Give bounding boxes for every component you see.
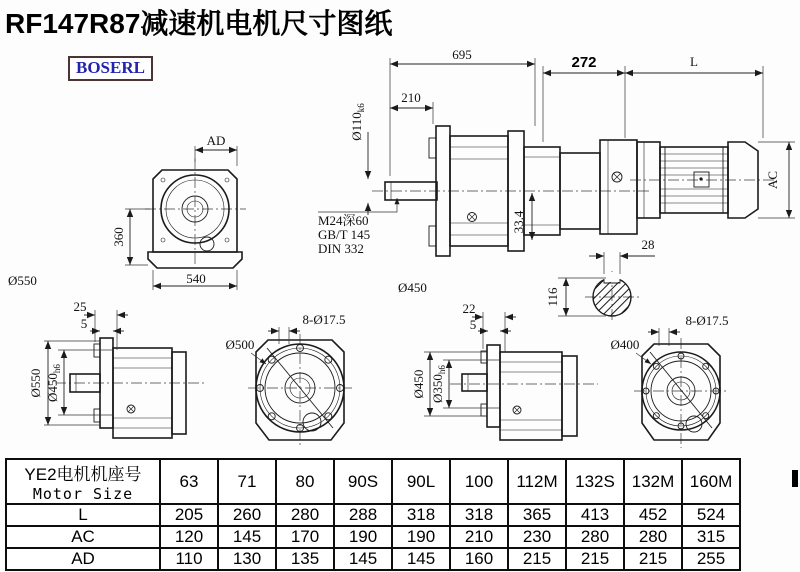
dim-272: 272 [571,54,597,71]
dim-210: 210 [401,90,421,105]
table-header-row [6,459,740,504]
cell: 255 [682,548,740,570]
dim-L: L [690,54,698,69]
dim-dia450-label: Ø450 [398,280,427,295]
table-row-ac [6,526,740,548]
front-view-drawing [8,133,246,290]
header-en: Motor Size [32,485,134,503]
cell: 318 [450,504,508,526]
col-112m: 112M [508,459,566,504]
cell: 365 [508,504,566,526]
motor-size-header [6,459,160,504]
cell: 205 [160,504,218,526]
cell: 145 [218,526,276,548]
cell: 280 [276,504,334,526]
col-160m: 160M [682,459,740,504]
cell: 145 [334,548,392,570]
bolt-callout-a: 8-Ø17.5 [302,312,346,327]
row-label: L [6,504,160,526]
flange-a-side-view [28,299,205,438]
callout-m24: M24深60 [318,213,369,228]
cell: 190 [392,526,450,548]
dim-25: 25 [73,299,87,314]
callout-gbt145: GB/T 145 [318,227,371,242]
cell: 280 [566,526,624,548]
flange-a-front-view [226,312,352,447]
cell: 130 [218,548,276,570]
cell: 210 [450,526,508,548]
cell: 215 [566,548,624,570]
col-63: 63 [160,459,218,504]
cell: 145 [392,548,450,570]
cell: 135 [276,548,334,570]
cell: 120 [160,526,218,548]
dim-dia400: Ø400 [610,337,640,352]
cell: 280 [624,526,682,548]
cell: 288 [334,504,392,526]
motor-drawing [630,142,795,218]
cell: 524 [682,504,740,526]
col-80: 80 [276,459,334,504]
page-title: RF147R87减速机电机尺寸图纸 [5,8,393,39]
col-90s: 90S [334,459,392,504]
cell: 215 [624,548,682,570]
bolt-callout-b: 8-Ø17.5 [685,313,729,328]
dim-5a: 5 [80,316,88,331]
cell: 452 [624,504,682,526]
cell: 170 [276,526,334,548]
dim-dia450b: Ø450 [411,369,426,399]
col-132s: 132S [566,459,624,504]
dim-dia550a: Ø550 [28,368,43,398]
dim-dia500: Ø500 [225,337,255,352]
side-view-drawing [318,47,763,256]
dim-dia450h6: $Ø450_{h6}$ [45,364,62,402]
dim-28: 28 [641,237,655,252]
callout-din332: DIN 332 [318,241,364,256]
dim-540: 540 [186,271,206,286]
motor-size-table [5,458,741,571]
dim-ac: AC [765,170,780,190]
cell: 260 [218,504,276,526]
dim-22: 22 [462,301,476,316]
cell: 215 [508,548,566,570]
row-label: AD [6,548,160,570]
col-100: 100 [450,459,508,504]
cell: 190 [334,526,392,548]
flange-b-side-view [411,301,598,440]
col-132m: 132M [624,459,682,504]
dim-33-4: 33.4 [511,210,526,234]
cell: 318 [392,504,450,526]
dim-5b: 5 [469,317,477,332]
cell: 315 [682,526,740,548]
col-71: 71 [218,459,276,504]
col-90l: 90L [392,459,450,504]
table-row-ad [6,548,740,570]
table-row-l [6,504,740,526]
dim-dia110k6: $Ø110_{k6}$ [349,103,366,141]
dim-dia550-label: Ø550 [8,273,37,288]
cell: 110 [160,548,218,570]
dim-695: 695 [452,47,472,62]
row-label: AC [6,526,160,548]
cell: 413 [566,504,624,526]
cell: 230 [508,526,566,548]
dim-360: 360 [111,227,126,247]
flange-b-front-view [611,313,729,448]
dim-dia350h6: $Ø350_{h6}$ [430,365,447,403]
dim-116: 116 [545,287,560,307]
cell: 160 [450,548,508,570]
boserl-logo: BOSERL [68,56,153,81]
header-cn: YE2电机机座号 [24,465,142,484]
scan-edge-artifact [792,470,798,487]
dim-ad: AD [206,133,226,148]
